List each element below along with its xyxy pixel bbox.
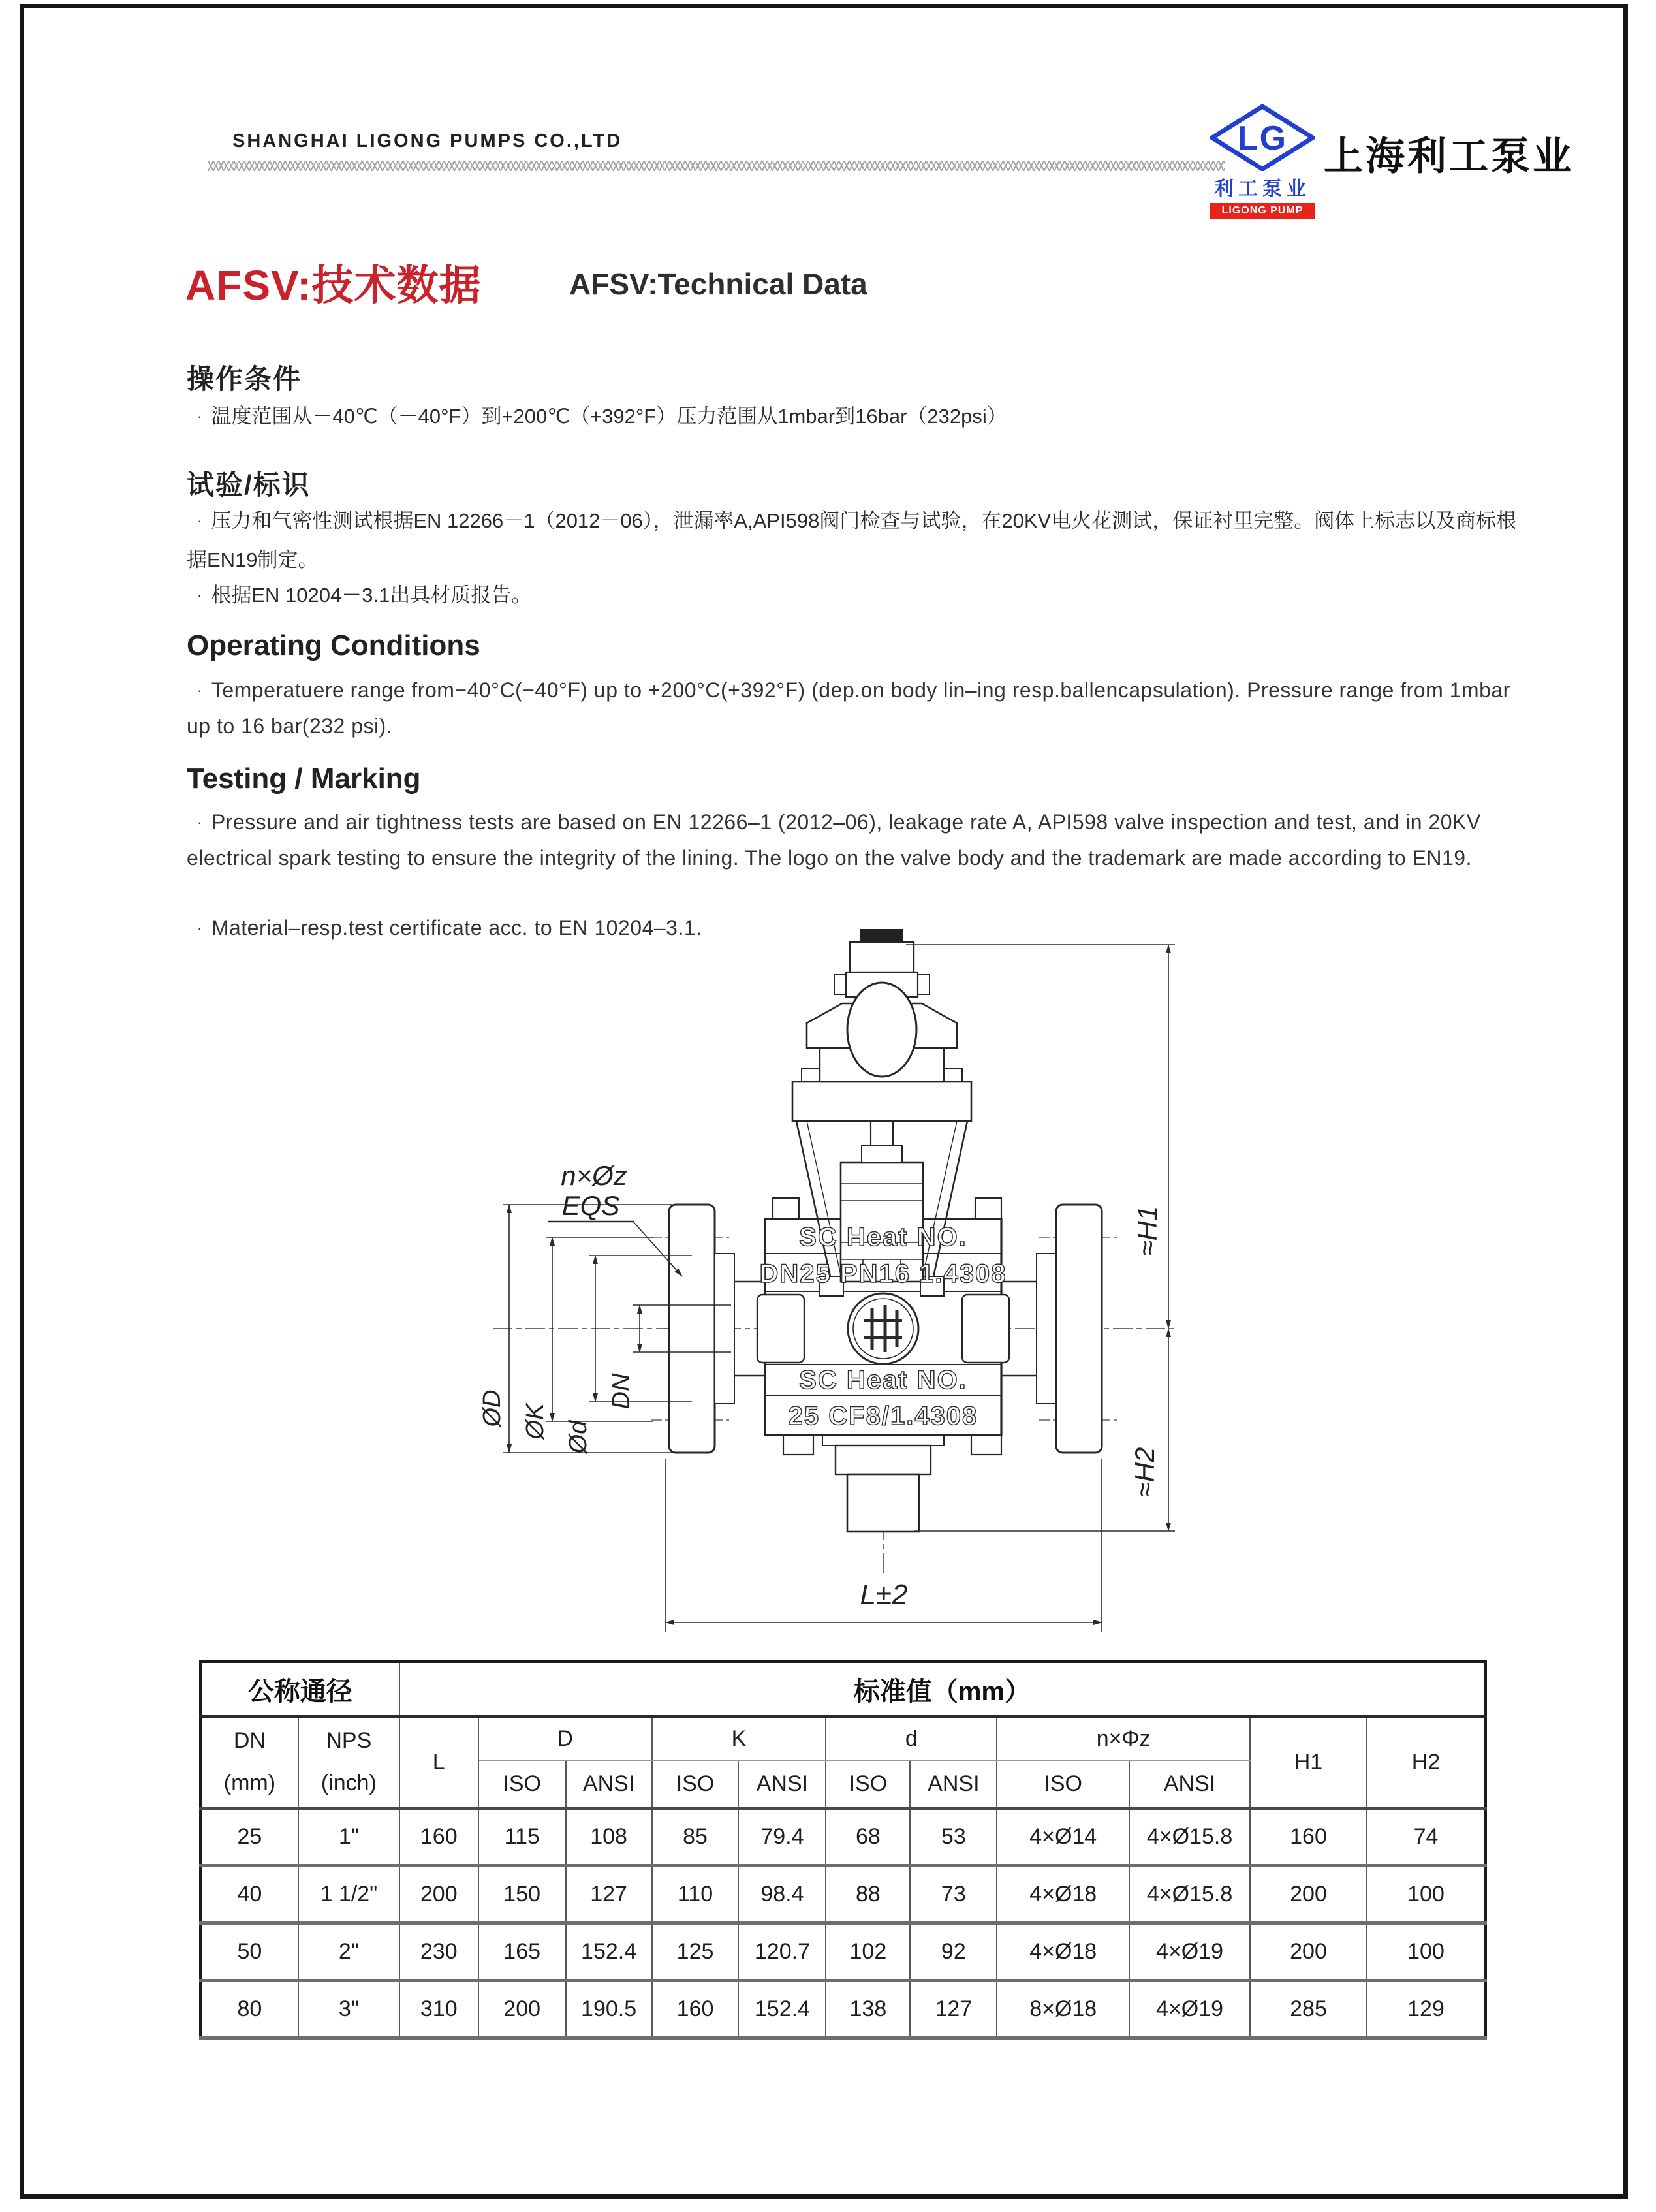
table-cell: 108 xyxy=(566,1809,652,1866)
label-h2: ≈H2 xyxy=(1129,1447,1160,1498)
chevron-divider xyxy=(208,161,1225,171)
table-cell: 4×Ø15.8 xyxy=(1129,1866,1250,1923)
table-cell: 1 1/2" xyxy=(298,1866,399,1923)
stem-coupling xyxy=(862,1146,902,1163)
testing-marking-en-text-1 xyxy=(187,804,1521,876)
company-logo xyxy=(1210,104,1315,219)
bullet-dot: · xyxy=(197,682,202,699)
col-header-k: K xyxy=(652,1716,826,1760)
table-cell: 88 xyxy=(826,1866,910,1923)
label-ok: ØK xyxy=(522,1403,549,1440)
table-cell: 50 xyxy=(200,1923,298,1981)
table-cell: 40 xyxy=(200,1866,298,1923)
table-cell: 53 xyxy=(910,1809,997,1866)
table-cell: 4×Ø19 xyxy=(1129,1981,1250,2038)
table-cell: 127 xyxy=(566,1866,652,1923)
table-cell: 285 xyxy=(1250,1981,1367,2038)
table-cell: 120.7 xyxy=(738,1923,826,1981)
table-cell: 150 xyxy=(478,1866,566,1923)
table-cell: 92 xyxy=(910,1923,997,1981)
table-cell: 152.4 xyxy=(566,1923,652,1981)
table-cell: 200 xyxy=(1250,1923,1367,1981)
table-cell: 4×Ø14 xyxy=(997,1809,1129,1866)
logo-english-banner: LIGONG PUMP xyxy=(1210,203,1315,219)
stem-head-block xyxy=(850,942,914,972)
table-cell: 4×Ø18 xyxy=(997,1923,1129,1981)
table-cell: 3" xyxy=(298,1981,399,2038)
left-flange-hub xyxy=(715,1254,734,1404)
company-name: SHANGHAI LIGONG PUMPS CO.,LTD xyxy=(232,131,623,151)
table-cell: 160 xyxy=(1250,1809,1367,1866)
stem-tab xyxy=(834,975,846,994)
label-od: ØD xyxy=(478,1389,506,1427)
table-cell: 85 xyxy=(652,1809,739,1866)
col-nps-unit: (inch) xyxy=(320,1771,377,1795)
table-cell: 230 xyxy=(399,1923,478,1981)
col-header-dn xyxy=(200,1716,298,1809)
bullet-text: 压力和气密性测试根据EN 12266－1（2012－06），泄漏率A,API598阀门检查与试验，在20KV电火花测试，保证衬里完整。阀体上标志以及商标根据EN19制定。 xyxy=(187,509,1517,571)
label-length: L±2 xyxy=(860,1579,908,1611)
stem-tab xyxy=(918,975,930,994)
bullet-dot: · xyxy=(197,920,202,936)
bottom-gasket xyxy=(822,1435,944,1446)
operating-conditions-cn-text xyxy=(187,397,1521,436)
table-cell: 2" xyxy=(298,1923,399,1981)
bullet-text: 根据EN 10204－3.1出具材质报告。 xyxy=(211,584,532,607)
table-cell: 152.4 xyxy=(738,1981,826,2038)
table-cell: 79.4 xyxy=(738,1809,826,1866)
table-cell: 74 xyxy=(1367,1809,1486,1866)
col-nps-label: NPS xyxy=(326,1728,372,1754)
logo-lg-text: LG xyxy=(1237,119,1288,157)
table-group-standard-values: 标准值（mm） xyxy=(399,1662,1486,1716)
col-header-l: L xyxy=(399,1716,478,1809)
table-cell: 138 xyxy=(826,1981,910,2038)
testing-marking-cn-text-1 xyxy=(187,501,1521,580)
table-cell: 68 xyxy=(826,1809,910,1866)
table-cell: 160 xyxy=(652,1981,739,2038)
table-cell: 4×Ø15.8 xyxy=(1129,1809,1250,1866)
table-cell: 125 xyxy=(652,1923,739,1981)
col-header-h1: H1 xyxy=(1250,1716,1367,1809)
logo-chinese-text: 利工泵业 xyxy=(1214,178,1311,200)
right-flange-hub xyxy=(1037,1254,1056,1404)
table-cell: 100 xyxy=(1367,1923,1486,1981)
label-bolt-spec: n×Øz xyxy=(561,1160,627,1191)
table-cell: 200 xyxy=(1250,1866,1367,1923)
table-cell: 127 xyxy=(910,1981,997,2038)
table-cell: 73 xyxy=(910,1866,997,1923)
body-bolt xyxy=(773,1198,799,1219)
table-cell: 102 xyxy=(826,1923,910,1981)
col-header-k-ansi: ANSI xyxy=(738,1760,826,1809)
table-group-nominal-diameter: 公称通径 xyxy=(200,1662,399,1716)
col-header-ds-iso: ISO xyxy=(826,1760,910,1809)
table-cell: 100 xyxy=(1367,1866,1486,1923)
table-cell: 110 xyxy=(652,1866,739,1923)
table-cell: 115 xyxy=(478,1809,566,1866)
table-cell: 310 xyxy=(399,1981,478,2038)
dimension-table xyxy=(199,1660,1487,2040)
bullet-text: Temperatuere range from−40°C(−40°F) up to +200°C(+392°F) (dep.on body lin–ing resp.ballencapsulation). Pressure range from 1mbar up to 16 bar(232 psi). xyxy=(187,678,1510,738)
table-row xyxy=(200,1981,1486,2038)
stem-top-cap xyxy=(860,929,903,942)
heading-testing-marking-cn: 试验/标识 xyxy=(187,469,311,500)
testing-marking-cn-text-2 xyxy=(187,576,1521,615)
col-dn-unit: (mm) xyxy=(223,1771,276,1795)
body-mark-spec-bottom: 25 CF8/1.4308 xyxy=(788,1402,978,1430)
table-row xyxy=(200,1809,1486,1866)
bullet-text: Pressure and air tightness tests are based on EN 12266–1 (2012–06), leakage rate A, API598 valve inspection and test, and in 20KV electrical spark testing to ensure the integrity of the lining. The logo on the valve body and the trademark are made according to EN19. xyxy=(187,810,1481,870)
table-cell: 190.5 xyxy=(566,1981,652,2038)
table-cell: 1" xyxy=(298,1809,399,1866)
table-cell: 129 xyxy=(1367,1981,1486,2038)
table-cell: 4×Ø18 xyxy=(997,1866,1129,1923)
col-header-d-iso: ISO xyxy=(478,1760,566,1809)
label-od-small: Ød xyxy=(565,1420,592,1454)
table-cell: 80 xyxy=(200,1981,298,2038)
col-header-nz-ansi: ANSI xyxy=(1129,1760,1250,1809)
body-mark-heat-top: SC Heat NO. xyxy=(799,1223,967,1252)
bullet-dot: · xyxy=(197,408,202,424)
heading-operating-conditions-en: Operating Conditions xyxy=(187,629,480,661)
label-eqs: EQS xyxy=(561,1190,620,1221)
handwheel-ellipse xyxy=(847,983,916,1077)
table-cell: 98.4 xyxy=(738,1866,826,1923)
bullet-text: Material–resp.test certificate acc. to EN 10204–3.1. xyxy=(211,916,702,940)
lg-diamond-logo xyxy=(1210,104,1315,171)
right-socket-clamp xyxy=(962,1295,1009,1363)
page-title-english: AFSV:Technical Data xyxy=(569,267,867,301)
page-title-chinese: AFSV:技术数据 xyxy=(185,262,482,309)
body-mark-spec-top: DN25 PN16 1.4308 xyxy=(759,1259,1007,1288)
body-bolt xyxy=(783,1435,813,1455)
drain-plug xyxy=(847,1474,919,1532)
table-cell: 4×Ø19 xyxy=(1129,1923,1250,1981)
heading-operating-conditions-cn: 操作条件 xyxy=(187,364,302,394)
table-cell: 200 xyxy=(478,1981,566,2038)
table-cell: 200 xyxy=(399,1866,478,1923)
body-bolt xyxy=(975,1198,1001,1219)
col-header-d: D xyxy=(478,1716,652,1760)
table-cell: 8×Ø18 xyxy=(997,1981,1129,2038)
label-dn: DN xyxy=(608,1373,635,1410)
operating-conditions-en-text xyxy=(187,672,1521,744)
table-cell: 160 xyxy=(399,1809,478,1866)
col-header-d-ansi: ANSI xyxy=(566,1760,652,1809)
right-flange xyxy=(1056,1205,1102,1453)
col-dn-label: DN xyxy=(233,1728,266,1754)
col-header-d-small: d xyxy=(826,1716,997,1760)
label-h1: ≈H1 xyxy=(1132,1205,1163,1256)
table-row xyxy=(200,1923,1486,1981)
left-socket-clamp xyxy=(757,1295,804,1363)
brand-name-chinese: 上海利工泵业 xyxy=(1324,134,1574,178)
col-header-nz-iso: ISO xyxy=(997,1760,1129,1809)
col-header-nz: n×Φz xyxy=(997,1716,1250,1760)
bullet-dot: · xyxy=(197,513,202,529)
table-cell: 25 xyxy=(200,1809,298,1866)
col-header-ds-ansi: ANSI xyxy=(910,1760,997,1809)
heading-testing-marking-en: Testing / Marking xyxy=(187,763,421,795)
drain-flange xyxy=(836,1446,931,1474)
table-cell: 165 xyxy=(478,1923,566,1981)
valve-technical-drawing xyxy=(457,924,1305,1658)
body-mark-heat-bottom: SC Heat NO. xyxy=(799,1366,967,1395)
left-flange xyxy=(669,1205,715,1453)
bullet-dot: · xyxy=(197,814,202,830)
col-header-nps xyxy=(298,1716,399,1809)
col-header-k-iso: ISO xyxy=(652,1760,739,1809)
bullet-text: 温度范围从－40℃（－40°F）到+200℃（+392°F）压力范围从1mbar到16bar（232psi） xyxy=(211,405,1007,428)
body-bolt xyxy=(971,1435,1001,1455)
gland-flange xyxy=(792,1082,971,1121)
col-header-h2: H2 xyxy=(1367,1716,1486,1809)
table-row xyxy=(200,1866,1486,1923)
bullet-dot: · xyxy=(197,587,202,603)
